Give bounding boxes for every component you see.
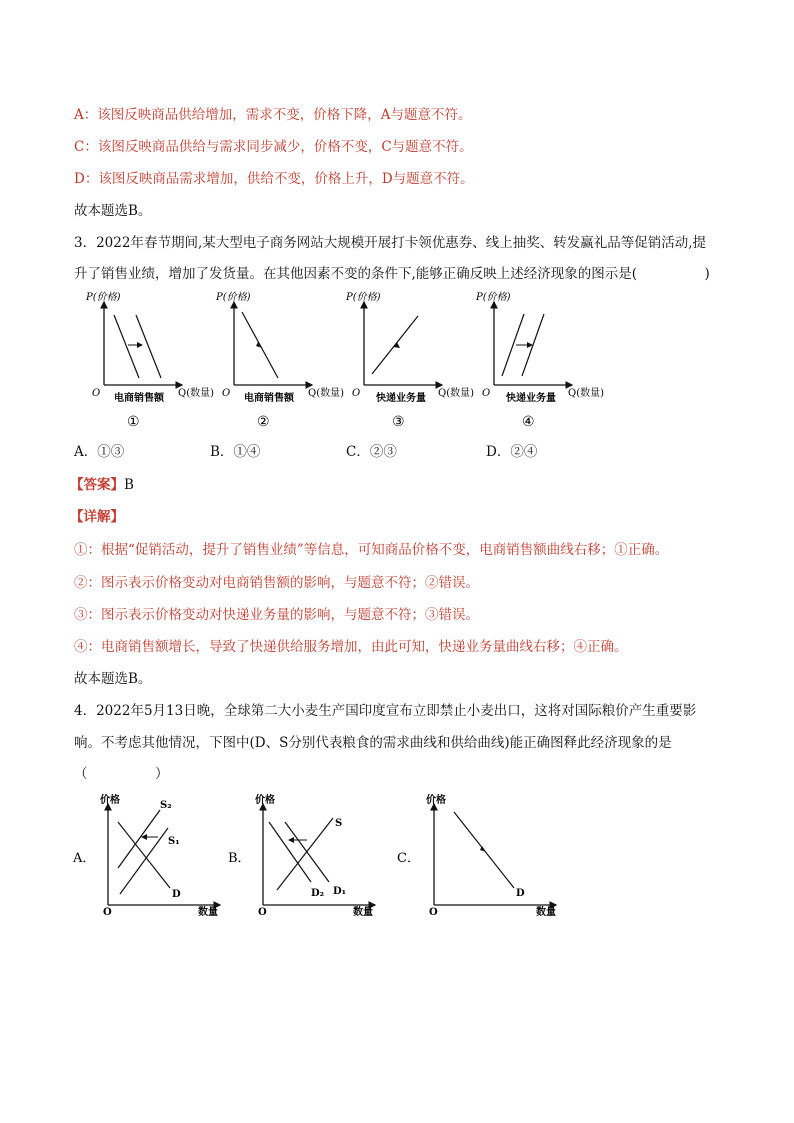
answer-value: B	[124, 477, 134, 493]
q4gb-ylabel: 价格	[255, 795, 275, 806]
q3-stem-line1: 3．2022年春节期间,某大型电子商务网站大规模开展打卡领优惠券、线上抽奖、转发赢礼品等促销活动,提	[74, 235, 707, 251]
q3g3-origin: O	[352, 388, 361, 399]
q4gb-label-d1: D₁	[333, 886, 347, 897]
q4-graph-c	[394, 790, 564, 925]
q4-stem-line3: （ ）	[74, 766, 169, 782]
q3g2-ylabel: P(价格)	[216, 292, 251, 303]
q3g3-ylabel: P(价格)	[346, 292, 381, 303]
q3g4-ylabel: P(价格)	[476, 292, 511, 303]
q3g2-origin: O	[222, 388, 231, 399]
q4gb-option[interactable]: B．	[228, 851, 251, 866]
q3-stem-line2: 升了销售业绩，增加了发货量。在其他因素不变的条件下,能够正确反映上述经济现象的图示是( )	[74, 266, 710, 282]
q3-graph-2	[214, 290, 349, 435]
q4gc-xlabel: 数量	[536, 907, 556, 918]
q3-explain-3: ③：图示表示价格变动对快递业务量的影响，与题意不符；③错误。	[74, 607, 479, 623]
q3-option-c[interactable]: C．②③	[346, 444, 397, 460]
q4ga-label-s1: S₁	[168, 836, 180, 847]
q4gb-label-d2: D₂	[311, 888, 325, 899]
q3g1-origin: O	[92, 388, 101, 399]
q4-graph-a	[70, 790, 230, 925]
q4gc-ylabel: 价格	[426, 795, 446, 806]
answer-tag: 【答案】	[70, 477, 124, 493]
q4-graph-b	[225, 790, 385, 925]
q3-option-b[interactable]: B．①④	[210, 444, 261, 460]
q3g1-ylabel: P(价格)	[86, 292, 121, 303]
q3-option-d[interactable]: D．②④	[486, 444, 538, 460]
q3g2-xlabel: Q(数量)	[308, 388, 345, 399]
q3g3-xlabel: Q(数量)	[438, 388, 475, 399]
q4ga-option[interactable]: A．	[73, 851, 96, 866]
detail-tag: 【详解】	[70, 509, 124, 525]
q3g1-curve-1	[114, 315, 139, 378]
q3-explain-2: ②：图示表示价格变动对电商销售额的影响，与题意不符；②错误。	[74, 575, 479, 591]
q3-explain-4: ④：电商销售额增长，导致了快递供给服务增加，由此可知，快递业务量曲线右移；④正确。	[74, 639, 628, 655]
q3g2-number: ②	[257, 414, 270, 430]
q3g3-caption: 快递业务量	[376, 393, 426, 404]
q4ga-ylabel: 价格	[100, 795, 120, 806]
q3g4-caption: 快递业务量	[506, 393, 556, 404]
q3-option-a[interactable]: A．①③	[74, 444, 125, 460]
q4gc-option[interactable]: C．	[397, 851, 420, 866]
q4ga-curve-s1	[120, 828, 168, 894]
prev-conclusion: 故本题选B。	[74, 203, 152, 219]
q3g4-origin: O	[482, 388, 491, 399]
q4gb-curve-s	[277, 818, 333, 890]
q3g1-curve-2	[136, 315, 161, 378]
q3-conclusion: 故本题选B。	[74, 671, 152, 687]
q3g1-number: ①	[127, 414, 140, 430]
q3g4-number: ④	[522, 414, 535, 430]
q3-explain-1: ①：根据“促销活动，提升了销售业绩”等信息，可知商品价格不变，电商销售额曲线右移；①正确。	[74, 542, 669, 558]
q4-stem-line2: 响。不考虑其他情况，下图中(D、S分别代表粮食的需求曲线和供给曲线)能正确图释此经济现象的是	[74, 735, 672, 751]
q3g3-number: ③	[392, 414, 405, 430]
q3-graph-1	[84, 290, 219, 435]
q4gc-label-d: D	[516, 888, 525, 899]
prev-explain-a: A：该图反映商品供给增加，需求不变，价格下降，A与题意不符。	[74, 107, 472, 123]
q4-stem-line1: 4．2022年5月13日晚，全球第二大小麦生产国印度宣布立即禁止小麦出口，这将对国际粮价产生重要影	[74, 703, 697, 719]
q3g2-caption: 电商销售额	[244, 393, 294, 404]
q4ga-xlabel: 数量	[198, 907, 218, 918]
q3-graph-4	[474, 290, 609, 435]
q3-graph-3	[344, 290, 479, 435]
q4gb-label-s: S	[335, 818, 343, 829]
q4ga-origin: O	[103, 907, 112, 918]
q3g4-xlabel: Q(数量)	[568, 388, 605, 399]
q3-answer	[70, 473, 134, 493]
q3g3-arrowhead	[393, 342, 400, 348]
q4gb-xlabel: 数量	[353, 907, 373, 918]
q3g1-xlabel: Q(数量)	[178, 388, 215, 399]
prev-explain-c: C：该图反映商品供给与需求同步减少，价格不变，C与题意不符。	[74, 139, 473, 155]
prev-explain-d: D：该图反映商品需求增加，供给不变，价格上升，D与题意不符。	[74, 171, 474, 187]
q4ga-curve-s2	[118, 810, 160, 868]
q4ga-label-s2: S₂	[160, 800, 172, 811]
q4gc-origin: O	[429, 907, 438, 918]
q4ga-label-d: D	[172, 889, 181, 900]
q3g1-caption: 电商销售额	[114, 393, 164, 404]
q4gb-origin: O	[258, 907, 267, 918]
